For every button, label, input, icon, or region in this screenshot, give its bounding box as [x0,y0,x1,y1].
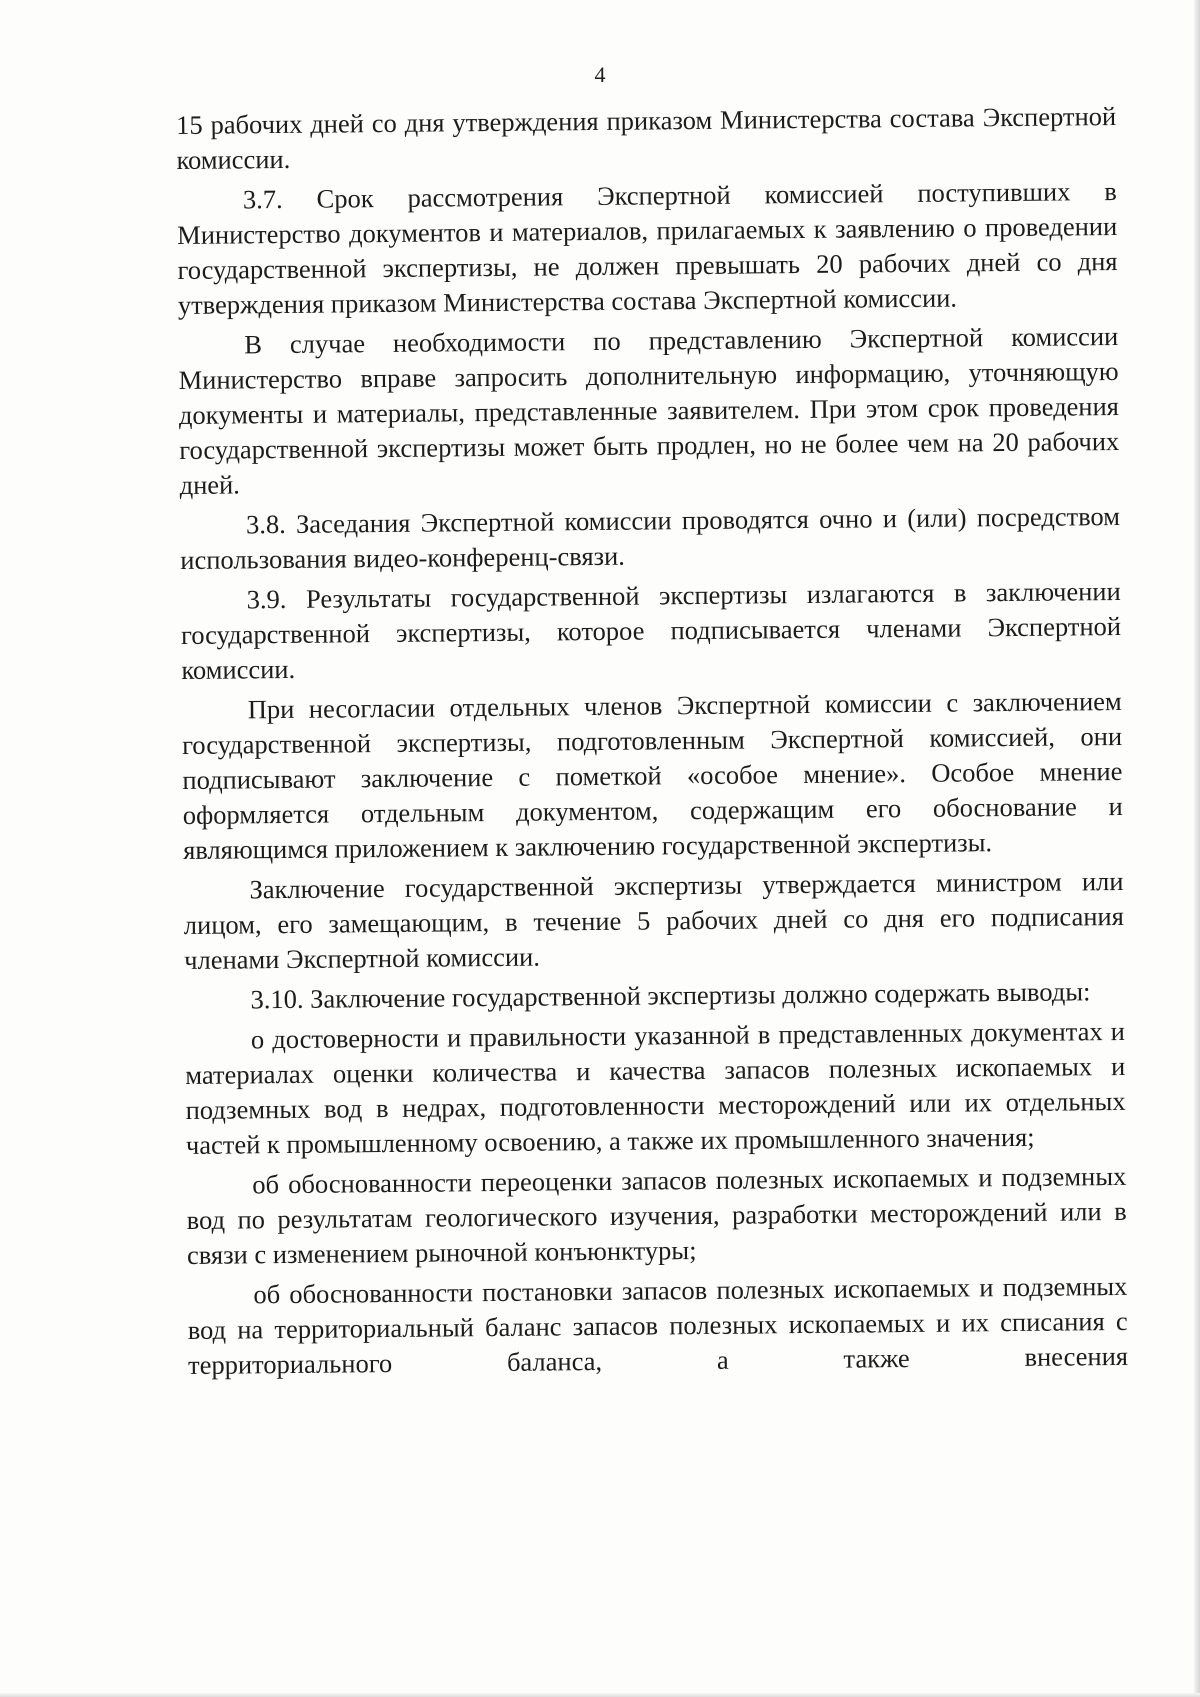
page-number: 4 [594,62,606,87]
scan-edge-right [1194,0,1200,1697]
paragraph-3-9-approval: Заключение государственной экспертизы утверждается министром или лицом, его замещающим, в течение 5 рабочих дней со дня его подписания членами Экспертной комиссии. [183,865,1124,975]
paragraph-3-9-dissent: При несогласии отдельных членов Экспертной комиссии с заключением государственной экспертизы, подготовленным Экспертной комиссией, они подписывают заключение с пометкой «особое мнение». Особое мнение оформляется отдельным документом, содержащим его обоснование и являющимся приложением к заключению государственной экспертизы. [181,685,1123,865]
paragraph-3-10: 3.10. Заключение государственной экспертизы должно содержать выводы: [250,976,1091,1015]
paragraph-3-8: 3.8. Заседания Экспертной комиссии проводятся очно и (или) посредством использования видео-конференц-связи. [180,500,1121,575]
paragraph-3-7-extension: В случае необходимости по представлению Экспертной комиссии Министерство вправе запросить дополнительную информацию, уточняющую документы и материалы, представленные заявителем. При этом срок проведения государственной экспертизы может быть продлен, но не более чем на 20 рабочих дней. [178,320,1120,500]
conclusion-item-reassessment: об обоснованности переоценки запасов полезных ископаемых и подземных вод по результатам геологического изучения, разработки месторождений или в связи с изменением рыночной конъюнктуры; [186,1160,1127,1270]
document-body [176,99,1128,1383]
paragraph-3-7: 3.7. Срок рассмотрения Экспертной комиссией поступивших в Министерство документов и материалов, прилагаемых к заявлению о проведении государственной экспертизы, не должен превышать 20 рабочих дней со дня утверждения приказом Министерства состава Экспертной комиссии. [177,175,1118,320]
conclusion-item-reliability: о достоверности и правильности указанной в представленных документах и материалах оценки количества и качества запасов полезных ископаемых и подземных вод в недрах, подготовленности месторождений или их отдельных частей к промышленному освоению, а также их промышленного значения; [185,1015,1126,1160]
paragraph-3-9: 3.9. Результаты государственной экспертизы излагаются в заключении государственной экспертизы, которое подписывается членами Экспертной комиссии. [180,575,1122,685]
scan-edge-bottom [0,1693,1200,1697]
paragraph-continuation: 15 рабочих дней со дня утверждения приказом Министерства состава Экспертной комиссии. [176,100,1117,175]
conclusion-item-balance: об обоснованности постановки запасов полезных ископаемых и подземных вод на территориальный баланс запасов полезных ископаемых и их списания с территориального баланса, а также внесения [187,1270,1129,1380]
